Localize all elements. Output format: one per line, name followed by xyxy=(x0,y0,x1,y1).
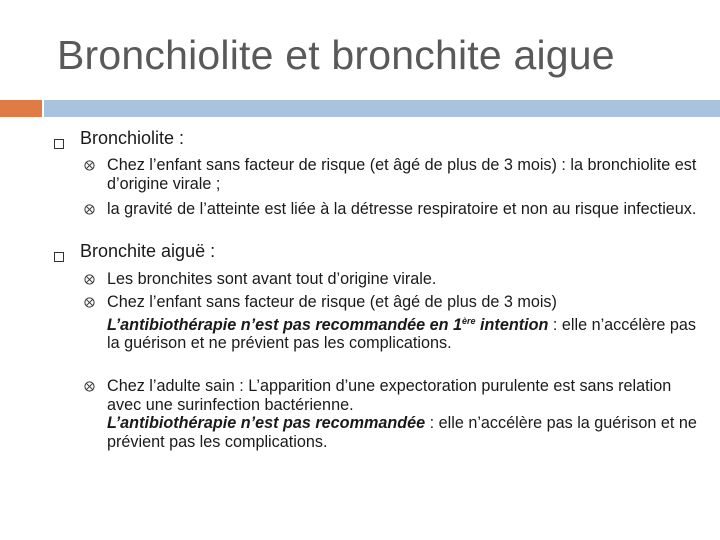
slide-title: Bronchiolite et bronchite aigue xyxy=(57,32,615,78)
bullet-text-part: Chez l’adulte sain : L’apparition d’une expectoration purulente est sans relation avec une surinfection bactérienne. xyxy=(107,377,672,414)
bullet-text-part: : elle n’accélère pas la guérison et ne prévient pas les complications. xyxy=(107,315,696,352)
square-bullet-icon xyxy=(54,252,64,262)
circle-cross-bullet-icon xyxy=(84,160,95,171)
circle-cross-bullet-icon xyxy=(84,274,95,285)
bullet-emphasis: L’antibiothérapie n’est pas recommandée en 1 xyxy=(107,315,463,334)
circle-cross-bullet-icon xyxy=(84,381,95,392)
circle-cross-bullet-icon xyxy=(84,204,95,215)
bullet-text-compound xyxy=(107,293,707,353)
bullet-text-part: : elle n’accélère pas la guérison et ne prévient pas les complications. xyxy=(107,414,697,451)
bullet-text: la gravité de l’atteinte est liée à la détresse respiratoire et non au risque infectieux. xyxy=(107,200,697,218)
section-heading-bronchiolite: Bronchiolite : xyxy=(80,128,185,148)
bullet-text: Les bronchites sont avant tout d’origine virale. xyxy=(107,270,437,288)
square-bullet-icon xyxy=(54,139,64,149)
section-heading-bronchite: Bronchite aiguë : xyxy=(80,241,216,261)
bullet-text-compound xyxy=(107,377,707,451)
bullet-emphasis: intention xyxy=(475,315,549,334)
bullet-emphasis: L’antibiothérapie n’est pas recommandée xyxy=(107,414,426,432)
bullet-text: Chez l’enfant sans facteur de risque (et âgé de plus de 3 mois) : la bronchiolite est d’origine virale ; xyxy=(107,156,697,193)
bullet-superscript: ère xyxy=(462,315,476,326)
bullet-text-part: Chez l’enfant sans facteur de risque (et âgé de plus de 3 mois) xyxy=(107,293,557,311)
circle-cross-bullet-icon xyxy=(84,297,95,308)
